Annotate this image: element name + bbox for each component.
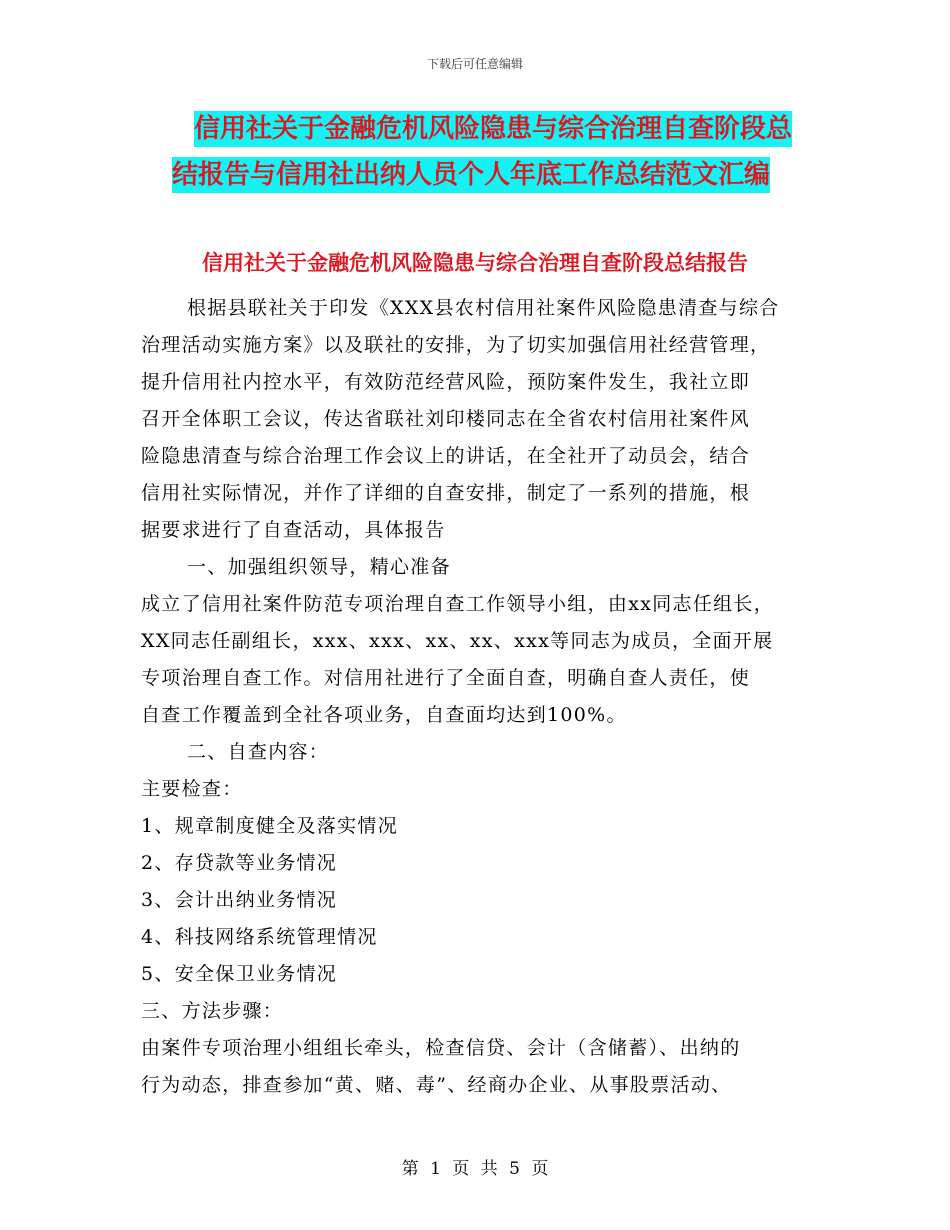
body-line: XX同志任副组长，xxx、xxx、xx、xx、xxx等同志为成员，全面开展 — [141, 630, 774, 652]
list-item: 2、存贷款等业务情况 — [141, 852, 338, 874]
body-line: 自查工作覆盖到全社各项业务，自查面均达到100%。 — [141, 704, 627, 726]
body-line: 根据县联社关于印发《XXX县农村信用社案件风险隐患清查与综合 — [187, 297, 780, 319]
body-line: 行为动态，排查参加“黄、赌、毒”、经商办企业、从事股票活动、 — [141, 1074, 732, 1096]
body-line: 成立了信用社案件防范专项治理自查工作领导小组，由xx同志任组长， — [141, 593, 775, 615]
list-item: 4、科技网络系统管理情况 — [141, 926, 378, 948]
body-line: 治理活动实施方案》以及联社的安排，为了切实加强信用社经营管理， — [141, 334, 771, 356]
section-heading: 一、加强组织领导，精心准备 — [187, 556, 451, 578]
body-line: 提升信用社内控水平，有效防范经营风险，预防案件发生，我社立即 — [141, 371, 751, 393]
body-line: 专项治理自查工作。对信用社进行了全面自查，明确自查人责任，使 — [141, 667, 751, 689]
list-item: 1、规章制度健全及落实情况 — [141, 815, 398, 837]
page-header-note: 下载后可任意编辑 — [426, 57, 523, 71]
list-item: 5、安全保卫业务情况 — [141, 963, 338, 985]
section-title: 信用社关于金融危机风险隐患与综合治理自查阶段总结报告 — [202, 251, 748, 275]
body-line: 由案件专项治理小组组长牵头，检查信贷、会计（含储蓄）、出纳的 — [141, 1037, 741, 1059]
page-number-footer: 第 1 页 共 5 页 — [401, 1159, 549, 1179]
body-line: 险隐患清查与综合治理工作会议上的讲话，在全社开了动员会，结合 — [141, 445, 751, 467]
document-title-line-2: 结报告与信用社出纳人员个人年底工作总结范文汇编 — [172, 157, 770, 193]
list-item: 3、会计出纳业务情况 — [141, 889, 338, 911]
document-title — [160, 106, 850, 198]
section-heading: 三、方法步骤： — [141, 1000, 284, 1022]
document-title-line-1: 信用社关于金融危机风险隐患与综合治理自查阶段总 — [194, 111, 792, 147]
body-line: 据要求进行了自查活动，具体报告 — [141, 519, 446, 541]
section-heading: 二、自查内容： — [187, 741, 330, 763]
body-line: 信用社实际情况，并作了详细的自查安排，制定了一系列的措施，根 — [141, 482, 751, 504]
body-line: 主要检查： — [141, 778, 243, 800]
body-line: 召开全体职工会议，传达省联社刘印楼同志在全省农村信用社案件风 — [141, 408, 751, 430]
document-body — [141, 290, 813, 1104]
